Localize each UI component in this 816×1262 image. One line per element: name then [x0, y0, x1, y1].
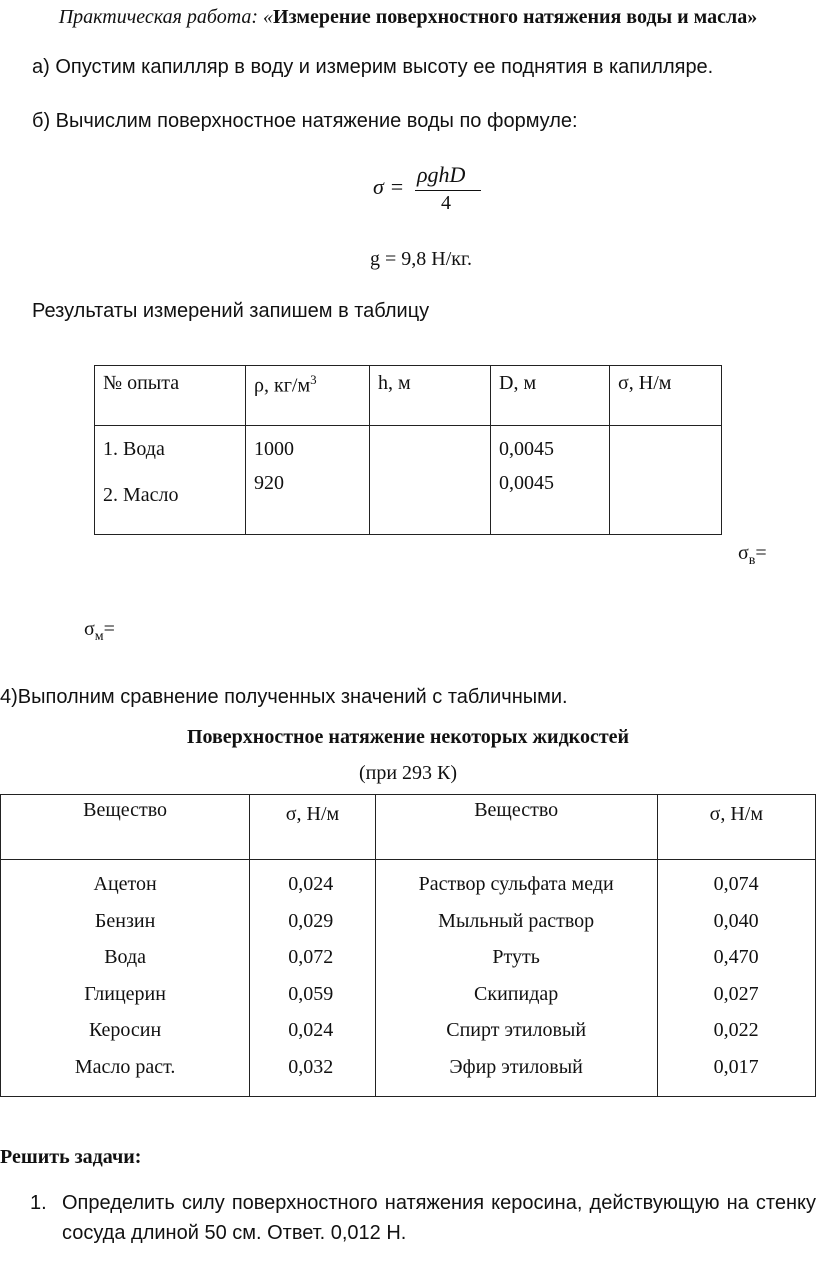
- ref-header-sigma-left: σ, Н/м: [250, 795, 376, 860]
- right-values-cell: [657, 860, 815, 1097]
- list-item: 0,022: [713, 1019, 759, 1041]
- ref-header-sigma-right: σ, Н/м: [657, 795, 815, 860]
- left-values-cell: [250, 860, 376, 1097]
- task-text: Определить силу поверхностного натяжения керосина, действующую на стенку сосуда длиной 50 см. Ответ. 0,012 Н.: [62, 1192, 816, 1244]
- reference-table: [0, 794, 816, 1097]
- list-item: Керосин: [88, 1019, 162, 1041]
- header-experiment: № опыта: [95, 366, 246, 426]
- compare-text: 4)Выполним сравнение полученных значений с табличными.: [0, 686, 568, 708]
- title-main: Измерение поверхностного натяжения воды и масла»: [273, 6, 758, 28]
- reference-body-row: [1, 860, 816, 1097]
- experiment-oil: 2. Масло: [103, 484, 179, 506]
- measurement-table: [94, 365, 722, 535]
- density-cell: [246, 426, 370, 535]
- title-prefix: Практическая работа: «: [58, 6, 274, 28]
- formula-lhs: σ =: [373, 174, 405, 199]
- task-item-1: [30, 1188, 816, 1248]
- header-sigma: σ, Н/м: [610, 366, 722, 426]
- results-intro: Результаты измерений запишем в таблицу: [32, 300, 430, 322]
- sigma-cell: [610, 426, 722, 535]
- ref-table-subcaption: (при 293 К): [358, 762, 458, 784]
- tasks-heading: Решить задачи:: [0, 1146, 142, 1168]
- list-item: Скипидар: [474, 982, 559, 1005]
- density-oil: 920: [254, 472, 284, 494]
- ref-header-substance-left: Вещество: [1, 795, 250, 860]
- list-item: 0,027: [713, 982, 759, 1005]
- g-value: g = 9,8 Н/кг.: [370, 248, 472, 270]
- list-item: Бензин: [94, 909, 156, 932]
- measurement-header-row: [95, 366, 722, 426]
- list-item: 0,017: [713, 1055, 759, 1078]
- task-number: 1.: [30, 1192, 47, 1214]
- ref-table-caption: Поверхностное натяжение некоторых жидкостей: [186, 726, 630, 748]
- formula-numerator: ρghD: [417, 162, 466, 187]
- list-item: Глицерин: [84, 982, 166, 1005]
- step-a: а) Опустим капилляр в воду и измерим высоту ее поднятия в капилляре.: [32, 56, 714, 78]
- list-item: 0,040: [713, 909, 759, 932]
- experiment-water: 1. Вода: [103, 438, 165, 460]
- diameter-cell: [491, 426, 610, 535]
- list-item: Ацетон: [93, 873, 157, 895]
- list-item: Ртуть: [492, 946, 540, 968]
- list-item: 0,072: [288, 946, 334, 968]
- right-substances-cell: [375, 860, 657, 1097]
- surface-tension-formula: [373, 162, 483, 222]
- list-item: 0,032: [288, 1055, 334, 1078]
- left-substances-cell: [1, 860, 250, 1097]
- list-item: Эфир этиловый: [449, 1055, 583, 1078]
- experiment-cell: [95, 426, 246, 535]
- list-item: 0,470: [713, 946, 759, 968]
- header-height: h, м: [370, 366, 491, 426]
- height-cell: [370, 426, 491, 535]
- measurement-data-row: [95, 426, 722, 535]
- list-item: 0,074: [713, 873, 759, 895]
- density-water: 1000: [254, 438, 294, 460]
- diameter-water: 0,0045: [499, 438, 554, 460]
- diameter-oil: 0,0045: [499, 472, 554, 494]
- formula-denominator: 4: [441, 192, 451, 214]
- reference-header-row: [1, 795, 816, 860]
- list-item: 0,029: [288, 909, 334, 932]
- header-density: ρ, $кг/м^3$: [246, 366, 370, 426]
- page-title: [0, 6, 816, 29]
- sigma-water-result: $\sigma_в=$: [738, 542, 767, 568]
- ref-header-substance-right: Вещество: [375, 795, 657, 860]
- list-item: 0,059: [288, 982, 334, 1005]
- list-item: Спирт этиловый: [446, 1019, 587, 1041]
- sigma-oil-result: $\sigma_м=$: [84, 618, 115, 644]
- header-diameter: D, м: [491, 366, 610, 426]
- step-b: б) Вычислим поверхностное натяжение воды по формуле:: [32, 110, 578, 132]
- list-item: 0,024: [288, 1019, 334, 1041]
- fraction-line: [415, 190, 481, 191]
- list-item: Мыльный раствор: [438, 909, 595, 932]
- list-item: 0,024: [288, 873, 334, 895]
- list-item: Раствор сульфата меди: [418, 873, 614, 895]
- list-item: Масло раст.: [74, 1055, 176, 1078]
- list-item: Вода: [104, 946, 147, 968]
